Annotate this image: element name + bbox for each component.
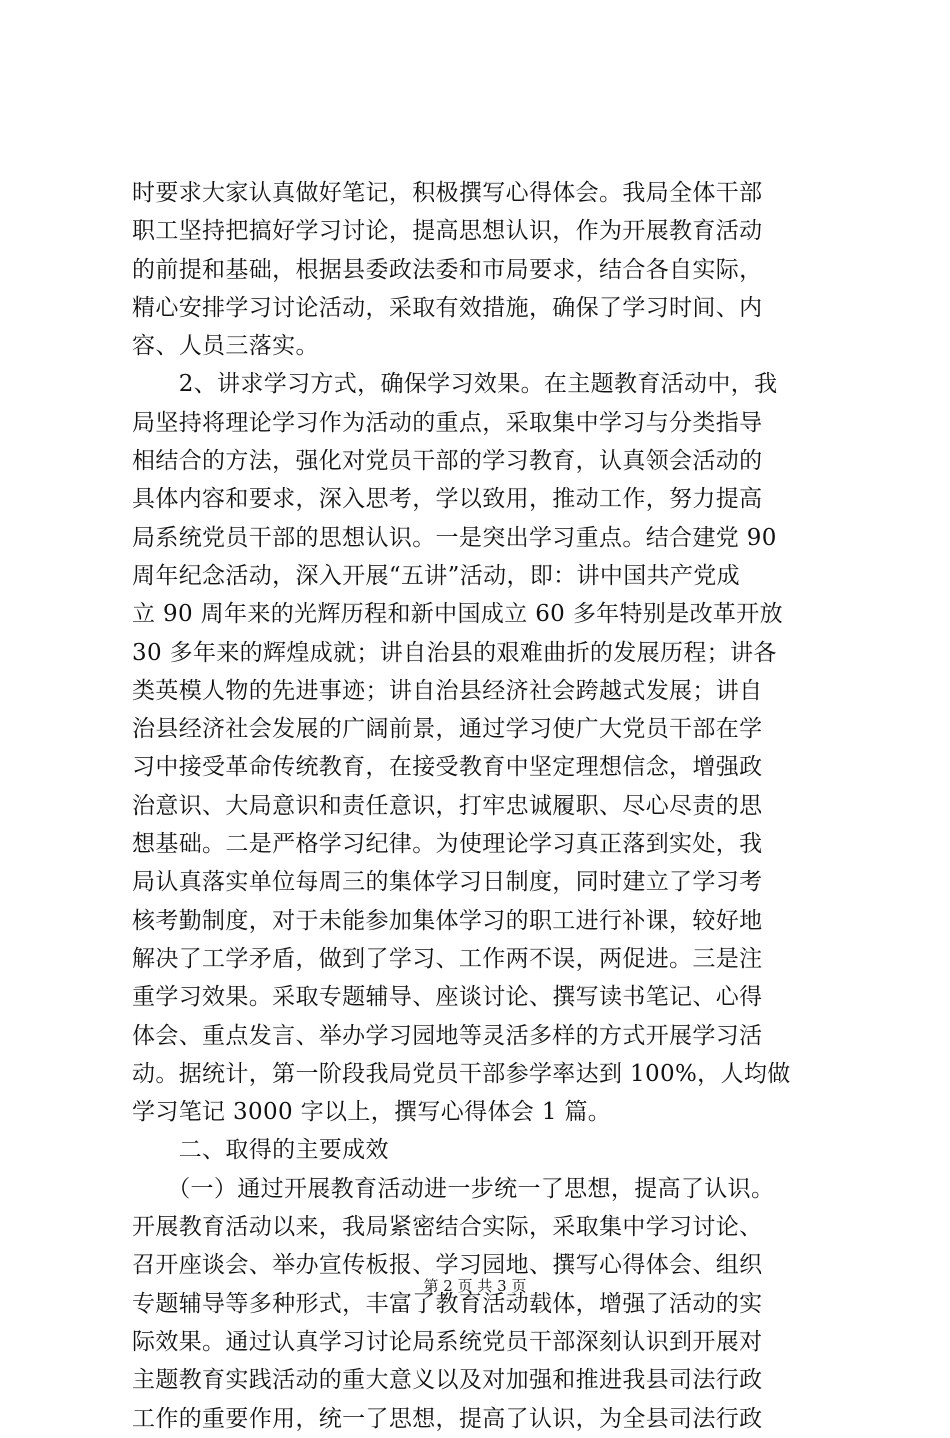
text-line: 动。据统计，第一阶段我局党员干部参学率达到 100%，人均做 (132, 1060, 791, 1087)
text-line: 立 90 周年来的光辉历程和新中国成立 60 多年特别是改革开放 (132, 601, 783, 628)
text-line: 工作的重要作用，统一了思想，提高了认识，为全县司法行政 (132, 1405, 763, 1432)
text-line: 核考勤制度，对于未能参加集体学习的职工进行补课，较好地 (132, 907, 763, 934)
text-line: 周年纪念活动，深入开展“五讲”活动，即：讲中国共产党成 (132, 562, 740, 589)
text-line: 相结合的方法，强化对党员干部的学习教育，认真领会活动的 (132, 448, 763, 475)
text-line: 2、讲求学习方式，确保学习效果。在主题教育活动中，我 (132, 371, 778, 398)
text-line: 习中接受革命传统教育，在接受教育中坚定理想信念，增强政 (132, 754, 763, 781)
text-line: 体会、重点发言、举办学习园地等灵活多样的方式开展学习活 (132, 1022, 763, 1049)
text-line: 局认真落实单位每周三的集体学习日制度，同时建立了学习考 (132, 869, 763, 896)
text-line: 精心安排学习讨论活动，采取有效措施，确保了学习时间、内 (132, 294, 763, 321)
text-line: 的前提和基础，根据县委政法委和市局要求，结合各自实际， (132, 256, 763, 283)
text-line: 想基础。二是严格学习纪律。为使理论学习真正落到实处，我 (132, 831, 763, 858)
text-line: 召开座谈会、举办宣传板报、学习园地、撰写心得体会、组织 (132, 1252, 763, 1279)
text-line: 专题辅导等多种形式，丰富了教育活动载体，增强了活动的实 (132, 1290, 763, 1317)
text-line: 30 多年来的辉煌成就；讲自治县的艰难曲折的发展历程；讲各 (132, 639, 777, 666)
text-line: 二、取得的主要成效 (132, 1137, 389, 1164)
text-line: 解决了工学矛盾，做到了学习、工作两不误，两促进。三是注 (132, 945, 763, 972)
text-line: 主题教育实践活动的重大意义以及对加强和推进我县司法行政 (132, 1367, 763, 1394)
text-line: 局系统党员干部的思想认识。一是突出学习重点。结合建党 90 (132, 524, 777, 551)
text-line: 具体内容和要求，深入思考，学以致用，推动工作，努力提高 (132, 486, 763, 513)
text-line: 重学习效果。采取专题辅导、座谈讨论、撰写读书笔记、心得 (132, 984, 763, 1011)
text-line: 治意识、大局意识和责任意识，打牢忠诚履职、尽心尽责的思 (132, 792, 763, 819)
text-line: 学习笔记 3000 字以上，撰写心得体会 1 篇。 (132, 1099, 612, 1126)
text-line: 局坚持将理论学习作为活动的重点，采取集中学习与分类指导 (132, 409, 763, 436)
text-line: （一）通过开展教育活动进一步统一了思想，提高了认识。 (132, 1175, 775, 1202)
document-body (132, 174, 832, 1438)
page-footer: 第 2 页 共 3 页 (423, 1277, 527, 1295)
text-line: 时要求大家认真做好笔记，积极撰写心得体会。我局全体干部 (132, 180, 763, 206)
text-line: 际效果。通过认真学习讨论局系统党员干部深刻认识到开展对 (132, 1328, 763, 1355)
text-line: 职工坚持把搞好学习讨论，提高思想认识，作为开展教育活动 (132, 218, 763, 245)
text-line: 开展教育活动以来，我局紧密结合实际，采取集中学习讨论、 (132, 1214, 763, 1241)
text-line: 容、人员三落实。 (132, 333, 319, 360)
text-line: 类英模人物的先进事迹；讲自治县经济社会跨越式发展；讲自 (132, 677, 763, 704)
text-line: 治县经济社会发展的广阔前景，通过学习使广大党员干部在学 (132, 716, 763, 743)
